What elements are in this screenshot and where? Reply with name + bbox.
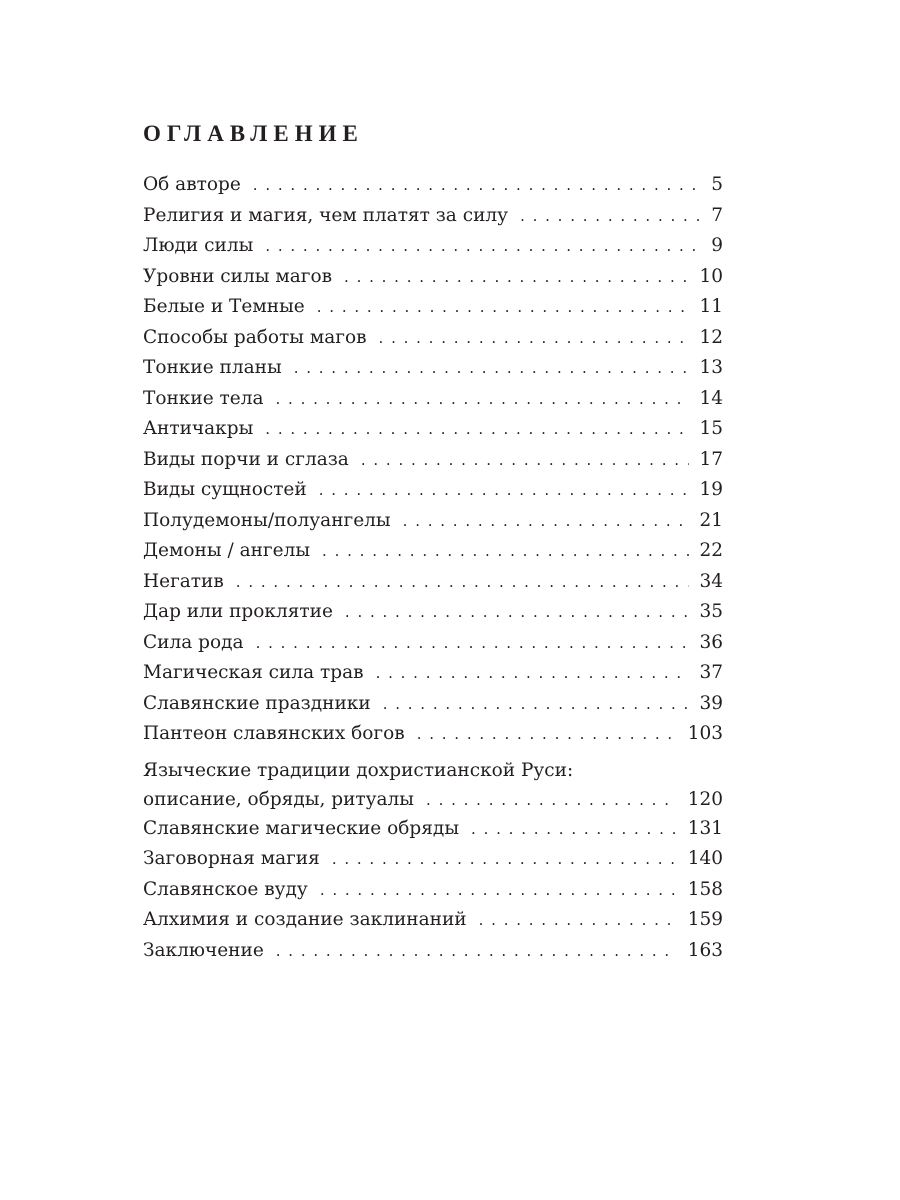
toc-entry-title: Демоны / ангелы xyxy=(143,540,311,561)
toc-entry-page: 21 xyxy=(699,509,723,531)
toc-entry xyxy=(143,506,723,537)
toc-entry-page: 13 xyxy=(699,357,723,378)
dot-leader xyxy=(361,445,690,476)
dot-leader xyxy=(471,814,678,845)
toc-entry-multiline xyxy=(143,756,723,814)
toc-entry-title: Славянское вуду xyxy=(143,878,308,900)
toc-entry-title: Уровни силы магов xyxy=(143,265,333,287)
toc-entry xyxy=(143,201,723,232)
toc-entry-page: 5 xyxy=(711,174,723,195)
toc-entry xyxy=(143,475,723,506)
toc-entry-page: 39 xyxy=(699,692,723,714)
dot-leader xyxy=(417,719,678,750)
dot-leader xyxy=(320,875,678,906)
toc-entry-page: 17 xyxy=(699,448,723,470)
dot-leader xyxy=(322,536,689,567)
toc-entry-page: 22 xyxy=(699,540,723,561)
dot-leader xyxy=(294,353,690,384)
dot-leader xyxy=(319,475,690,506)
toc-entry-page: 11 xyxy=(699,296,723,317)
dot-leader xyxy=(265,414,689,445)
toc-entry-page: 120 xyxy=(687,788,723,810)
toc-entry xyxy=(143,689,723,720)
toc-entry-title: Античакры xyxy=(143,418,254,439)
toc-entry-title: Виды порчи и сглаза xyxy=(143,448,349,470)
dot-leader xyxy=(345,597,690,628)
toc-entry xyxy=(143,597,723,628)
toc-entry-page: 103 xyxy=(687,723,723,744)
toc-entry xyxy=(143,231,723,262)
toc-entry-title-line2: описание, обряды, ритуалы xyxy=(143,788,415,810)
toc-heading: ОГЛАВЛЕНИЕ xyxy=(143,121,364,146)
dot-leader xyxy=(317,292,690,323)
dot-leader xyxy=(383,689,690,720)
toc-entry-title: Тонкие планы xyxy=(143,357,282,378)
toc-entry-page: 9 xyxy=(711,235,723,256)
toc-entry-title: Славянские праздники xyxy=(143,692,371,714)
toc-entry-title: Пантеон славянских богов xyxy=(143,723,405,744)
dot-leader xyxy=(379,323,690,354)
toc-entry-title: Негатив xyxy=(143,570,224,592)
toc-entry-title-line1: Языческие традиции дохристианской Руси: xyxy=(143,759,574,781)
toc-list xyxy=(143,170,723,966)
dot-leader xyxy=(344,262,689,293)
toc-entry-page: 163 xyxy=(687,939,723,961)
toc-entry-page: 37 xyxy=(699,662,723,683)
toc-entry xyxy=(143,719,723,750)
toc-entry-title: Полудемоны/полуангелы xyxy=(143,509,391,531)
toc-entry xyxy=(143,445,723,476)
toc-entry-title: Религия и магия, чем платят за силу xyxy=(143,204,509,226)
dot-leader xyxy=(332,844,678,875)
toc-entry-page: 35 xyxy=(699,601,723,622)
toc-entry-page: 10 xyxy=(699,265,723,287)
toc-entry xyxy=(143,262,723,293)
toc-entry xyxy=(143,384,723,415)
toc-entry xyxy=(143,936,723,967)
toc-entry-title: Белые и Темные xyxy=(143,296,305,317)
dot-leader xyxy=(276,936,678,967)
dot-leader xyxy=(236,567,690,598)
dot-leader xyxy=(276,384,690,415)
toc-entry xyxy=(143,353,723,384)
toc-entry xyxy=(143,567,723,598)
dot-leader xyxy=(403,506,690,537)
toc-entry xyxy=(143,905,723,936)
toc-entry xyxy=(143,292,723,323)
toc-entry-title: Люди силы xyxy=(143,235,254,256)
dot-leader xyxy=(376,658,690,689)
toc-entry-title: Славянские магические обряды xyxy=(143,817,460,839)
toc-entry-page: 19 xyxy=(699,479,723,500)
toc-entry-page: 15 xyxy=(699,418,723,439)
toc-entry xyxy=(143,814,723,845)
toc-entry-page: 14 xyxy=(699,387,723,409)
dot-leader xyxy=(426,786,678,815)
toc-entry xyxy=(143,536,723,567)
toc-entry-title: Сила рода xyxy=(143,631,244,653)
toc-entry-title: Об авторе xyxy=(143,174,241,195)
toc-entry-page: 131 xyxy=(687,817,723,839)
toc-entry-title: Алхимия и создание заклинаний xyxy=(143,909,467,930)
toc-entry xyxy=(143,844,723,875)
toc-entry xyxy=(143,628,723,659)
toc-entry xyxy=(143,658,723,689)
toc-entry-title: Тонкие тела xyxy=(143,387,264,409)
dot-leader xyxy=(253,170,701,201)
toc-entry-title: Заговорная магия xyxy=(143,848,320,869)
dot-leader xyxy=(265,231,701,262)
toc-entry-title: Способы работы магов xyxy=(143,326,367,348)
toc-entry-page: 158 xyxy=(687,878,723,900)
toc-entry-page: 36 xyxy=(699,631,723,653)
dot-leader xyxy=(520,201,701,232)
toc-entry-title: Виды сущностей xyxy=(143,479,307,500)
dot-leader xyxy=(479,905,678,936)
toc-entry-page: 140 xyxy=(687,848,723,869)
toc-entry-page: 34 xyxy=(699,570,723,592)
toc-entry-title: Заключение xyxy=(143,939,264,961)
toc-entry xyxy=(143,414,723,445)
dot-leader xyxy=(256,628,690,659)
toc-entry-title: Магическая сила трав xyxy=(143,662,364,683)
toc-entry xyxy=(143,323,723,354)
toc-entry-title: Дар или проклятие xyxy=(143,601,333,622)
toc-entry-page: 7 xyxy=(711,204,723,226)
toc-entry-page: 159 xyxy=(687,909,723,930)
toc-entry xyxy=(143,170,723,201)
toc-entry xyxy=(143,875,723,906)
toc-entry-page: 12 xyxy=(699,326,723,348)
